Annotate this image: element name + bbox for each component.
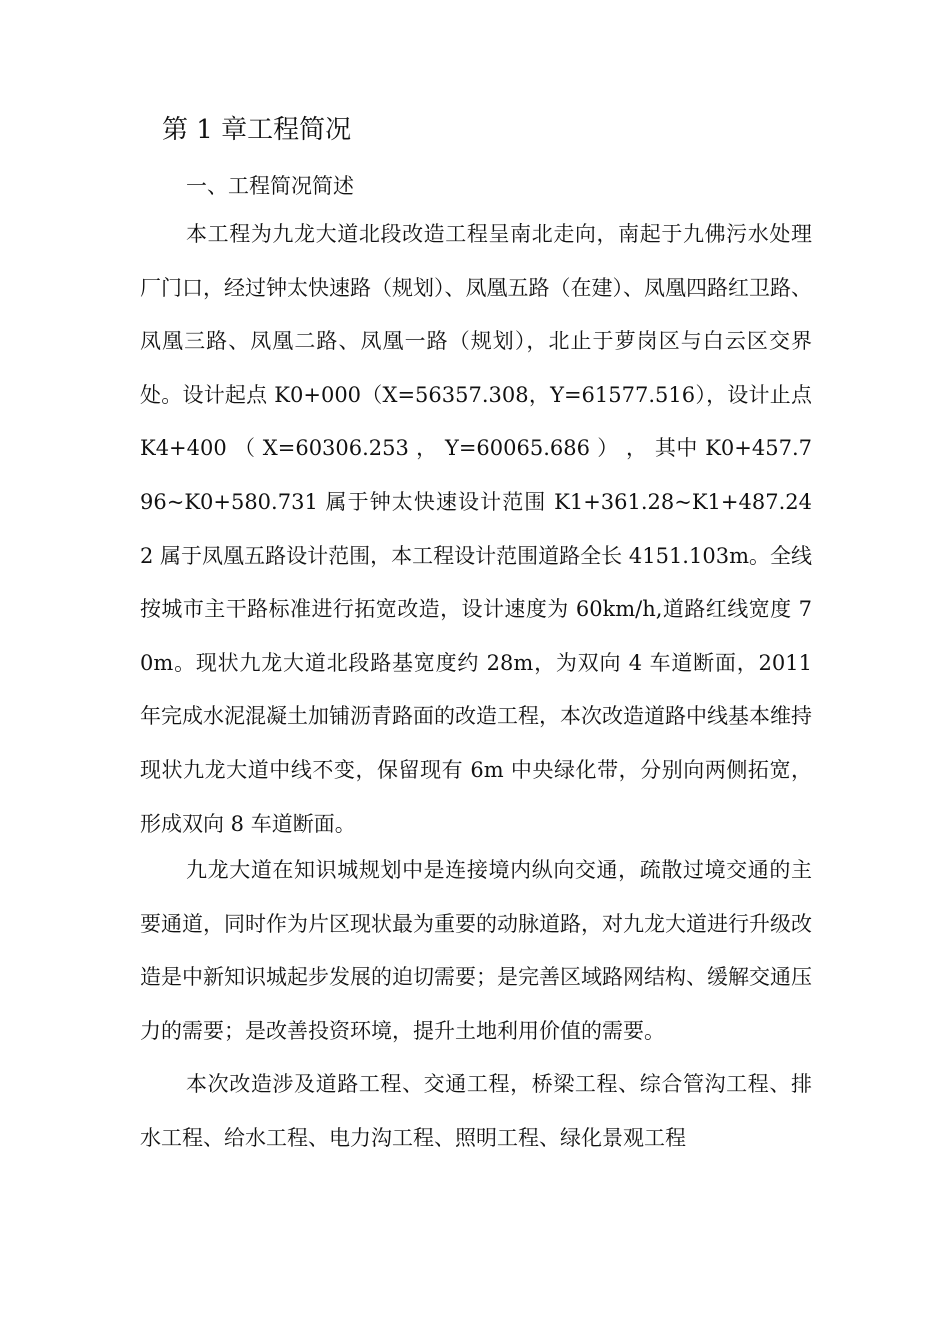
chapter-title: 第 1 章工程简况 (162, 115, 352, 145)
section-heading: 一、工程简况简述 (186, 174, 354, 198)
paragraph-project-overview: 本工程为九龙大道北段改造工程呈南北走向，南起于九佛污水处理厂门口，经过钟太快速路（规划）、凤凰五路（在建）、凤凰四路红卫路、凤凰三路、凤凰二路、凤凰一路（规划），北止于萝岗区与白云区交界处。设计起点 K0+000（X=56357.308，Y=61577.516），设计止点 K4+400 （ X=60306.253 ， Y=60065.686 ） ， 其中 K0+457.796~K0+580.731 属于钟太快速设计范围 K1+361.28~K1+487.242 属于凤凰五路设计范围，本工程设计范围道路全长 4151.103m。全线按城市主干路标准进行拓宽改造，设计速度为 60km/h,道路红线宽度 70m。现状九龙大道北段路基宽度约 28m，为双向 4 车道断面，2011 年完成水泥混凝土加铺沥青路面的改造工程，本次改造道路中线基本维持现状九龙大道中线不变，保留现有 6m 中央绿化带，分别向两侧拓宽，形成双向 8 车道断面。 (140, 222, 812, 836)
paragraph-scope: 本次改造涉及道路工程、交通工程，桥梁工程、综合管沟工程、排水工程、给水工程、电力沟工程、照明工程、绿化景观工程 (140, 1072, 812, 1150)
paragraph-significance: 九龙大道在知识城规划中是连接境内纵向交通，疏散过境交通的主要通道，同时作为片区现状最为重要的动脉道路，对九龙大道进行升级改造是中新知识城起步发展的迫切需要；是完善区域路网结构、缓解交通压力的需要；是改善投资环境，提升土地利用价值的需要。 (140, 858, 812, 1043)
